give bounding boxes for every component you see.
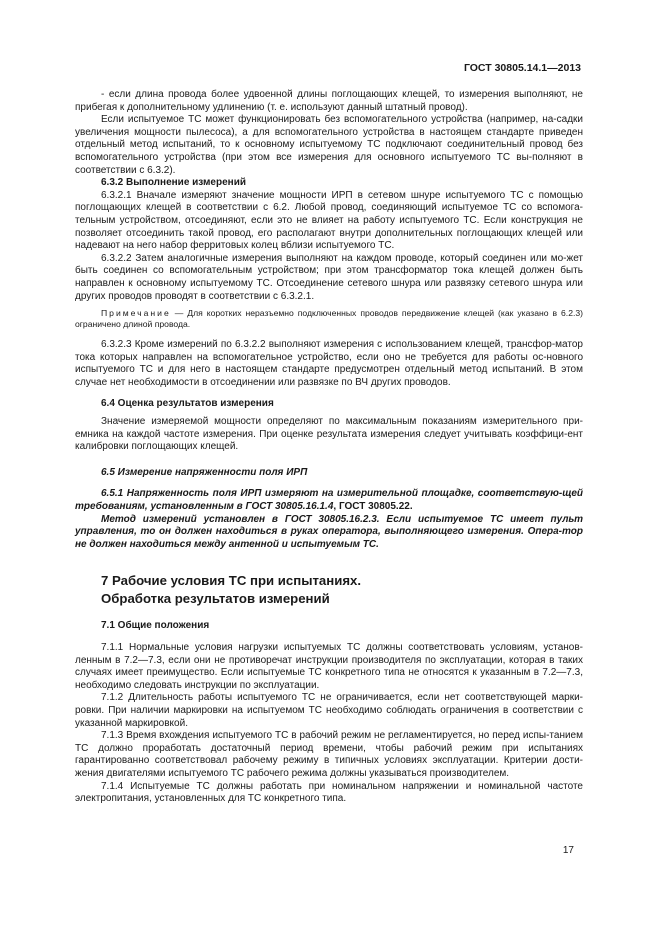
- note-text: Для коротких неразъемно подключенных проводов передвижение клещей (как указано в 6.2.3) ограничено длиной провода.: [75, 308, 583, 330]
- chapter-7-title-line1: 7 Рабочие условия ТС при испытаниях.: [101, 573, 362, 589]
- paragraph-6-4: Значение измеряемой мощности определяют по максимальным показаниям измерительного при-емника на каждой частоте измерения. При оценке результата измерения следует учитывать коэффици-ент калибровки поглощающих клещей.: [75, 416, 583, 453]
- paragraph-6-5-1-text: 6.5.1 Напряженность поля ИРП измеряют на измерительной площадке, соответствую-щей требованиям, установленным в: [75, 488, 583, 513]
- paragraph-6-3-2-2: 6.3.2.2 Затем аналогичные измерения выполняют на каждом проводе, который соединен или мо-жет быть соединен со вспомогательным устройством; при этом трансформатор тока клещей должен быть направлен к основному испытуемому ТС. Отсоединение сетевого шнура или развязку сетевого шнура или других проводов проводят в соответствии с 6.3.2.1.: [75, 252, 583, 302]
- note-dash: —: [170, 308, 188, 319]
- heading-6-5: 6.5 Измерение напряженности поля ИРП: [101, 466, 308, 478]
- paragraph-6-3-2-3: 6.3.2.3 Кроме измерений по 6.3.2.2 выполняют измерения с использованием клещей, трансфор-матор тока которых направлен на вспомогательное устройство, если оно не требуется для работы ос-новного испытуемого ТС и для него в настоящем стандарте предусмотрен отдельный метод испытаний. В этом случае нет необходимости в отсоединении или развязке по ВЧ других проводов.: [75, 339, 583, 388]
- standard-reference-link: ГОСТ 30805.16.1.4: [245, 501, 334, 513]
- heading-6-4: 6.4 Оценка результатов измерения: [101, 398, 274, 410]
- paragraph-7-1-4: 7.1.4 Испытуемые ТС должны работать при номинальном напряжении и номинальной частоте электропитания, установленных для ТС конкретного типа.: [75, 780, 583, 805]
- heading-7-1: 7.1 Общие положения: [101, 620, 210, 632]
- paragraph-6-5-1: [75, 488, 583, 513]
- page-number: 17: [562, 845, 574, 856]
- page-content: [75, 89, 583, 806]
- paragraph-6-5-1-method: [75, 514, 583, 552]
- chapter-7-title-line2: Обработка результатов измерений: [101, 590, 330, 606]
- note-label: Примечание: [101, 308, 171, 319]
- note-paragraph: [75, 308, 583, 330]
- standard-code-header: ГОСТ 30805.14.1—2013: [463, 62, 581, 74]
- paragraph-7-1-3: 7.1.3 Время вхождения испытуемого ТС в рабочий режим не регламентируется, но перед испы-танием ТС должно проработать достаточный период времени, чтобы рабочий режим при испытаниях гарантированно соответствовал рабочему режиму в типичных условиях эксплуатации. Критерии дости-жения двигателями испытуемого ТС рабочего режима должны указываться производителем.: [75, 730, 583, 779]
- paragraph-auxiliary-device: Если испытуемое ТС может функционировать без вспомогательного устройства (например, на-садки увеличения мощности пылесоса), а для вспомогательного устройства в настоящем стандарте приведен отдельный метод испытаний, то к основному испытуемому ТС подключают соединительный провод без вспомогательного устройства (при этом все измерения для основного испытуемого ТС вы-полняют в соответствии с 6.3.2).: [75, 114, 583, 176]
- method-reference: Метод измерений установлен в ГОСТ 30805.16.2.3.: [101, 513, 380, 525]
- paragraph-wire-length: - если длина провода более удвоенной длины поглощающих клещей, то измерения выполняют, не прибегая к дополнительному удлинению (т. е. используют данный штатный провод).: [75, 89, 583, 113]
- paragraph-6-3-2-1: 6.3.2.1 Вначале измеряют значение мощности ИРП в сетевом шнуре испытуемого ТС с помощью поглощающих клещей в соответствии с 6.2. Любой провод, соединяющий испытуемое ТС со вспомога-тельным устройством, отсоединяют, если это не влияет на работу испытуемого ТС. Если конструкция не позволяет отсоединить такой провод, его располагают внутри дополнительных поглощающих клещей или надевают на него набор ферритовых колец вблизи испытуемого ТС.: [75, 189, 583, 252]
- heading-6-3-2: 6.3.2 Выполнение измерений: [101, 177, 246, 189]
- standard-reference-22: , ГОСТ 30805.22.: [333, 501, 413, 513]
- paragraph-7-1-2: 7.1.2 Длительность работы испытуемого ТС не ограничивается, если нет соответствующей марки-ровки. При наличии маркировки на испытуемом ТС необходимо соблюдать ограничения в соответствии с указанной маркировкой.: [75, 692, 583, 729]
- chapter-7-title: [101, 572, 583, 607]
- paragraph-7-1-1: 7.1.1 Нормальные условия нагрузки испытуемых ТС должны соответствовать условиям, установ-ленным в 7.2—7.3, если они не противоречат инструкции производителя по эксплуатации, которая в таких случаях имеет преимущество. Если испытуемые ТС конкретного типа не относятся к указанным в 7.2—7.3, необходимо следовать инструкции по эксплуатации.: [75, 642, 583, 691]
- operator-requirement: Если испытуемое ТС имеет пульт управления, то он должен находиться в руках оператора, выполняющего измерения. Опера-тор не должен находиться между антенной и испытуемым ТС.: [75, 513, 584, 550]
